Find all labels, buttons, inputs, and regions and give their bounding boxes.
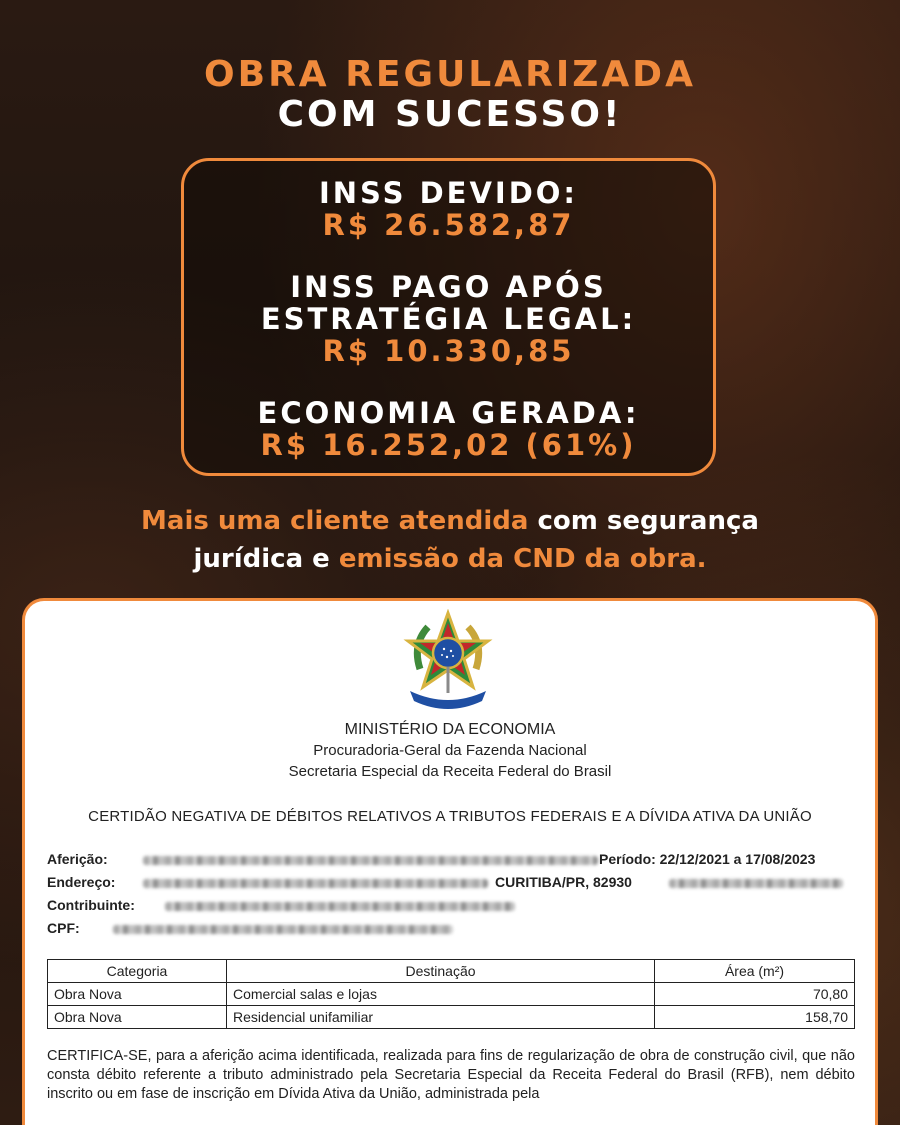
certificate-body-text: CERTIFICA-SE, para a aferição acima identificada, realizada para fins de regularização de obra de construção civil, que não consta débito referente a tributo administrado pela Secretaria Especial da Receita Federal do Brasil (RFB), nem débito inscrito ou em fase de inscrição em Dívida Ativa da União, administrada pela (47, 1048, 855, 1102)
contribuinte-label: Contribuinte: (47, 897, 135, 913)
cell-categoria: Obra Nova (48, 983, 227, 1006)
tagline (0, 502, 900, 578)
endereco-label: Endereço: (47, 874, 116, 890)
field-afericao (47, 851, 855, 874)
inss-paid-label-2: ESTRATÉGIA LEGAL: (260, 302, 637, 336)
issuer-block (25, 719, 875, 782)
field-endereco (47, 874, 855, 897)
col-destinacao: Destinação (227, 960, 655, 983)
certificate-title: CERTIDÃO NEGATIVA DE DÉBITOS RELATIVOS A TRIBUTOS FEDERAIS E A DÍVIDA ATIVA DA UNIÃO (88, 808, 812, 825)
certificate-document (22, 598, 878, 1125)
ministry-name: MINISTÉRIO DA ECONOMIA (344, 721, 556, 738)
cell-area: 158,70 (655, 1006, 855, 1029)
afericao-label: Aferição: (47, 851, 108, 867)
summary-box (181, 158, 716, 476)
inss-due-label: INSS DEVIDO: (318, 176, 579, 210)
cell-destinacao: Residencial unifamiliar (227, 1006, 655, 1029)
redacted-endereco (143, 879, 488, 888)
headline-line2: COM SUCESSO! (277, 94, 623, 135)
field-contribuinte (47, 897, 855, 920)
cidade-value: CURITIBA/PR, 82930 (495, 874, 632, 890)
redacted-contribuinte (165, 902, 515, 911)
tagline-part3: jurídica e (193, 544, 339, 574)
table-row (48, 1006, 855, 1029)
cell-destinacao: Comercial salas e lojas (227, 983, 655, 1006)
savings-value: R$ 16.252,02 (61%) (260, 428, 637, 462)
inss-due-value: R$ 26.582,87 (322, 208, 575, 242)
inss-paid-value: R$ 10.330,85 (322, 334, 575, 368)
tagline-part4: emissão da CND da obra. (338, 544, 707, 574)
periodo-value: Período: 22/12/2021 a 17/08/2023 (599, 851, 816, 867)
headline (0, 55, 900, 135)
tagline-part2: com segurança (528, 506, 759, 536)
savings-label: ECONOMIA GERADA: (257, 396, 640, 430)
col-area: Área (m²) (655, 960, 855, 983)
redacted-endereco-2 (669, 879, 843, 888)
cell-area: 70,80 (655, 983, 855, 1006)
field-cpf (47, 920, 855, 943)
agency-pgfn: Procuradoria-Geral da Fazenda Nacional (313, 742, 587, 759)
brazil-coat-of-arms-icon (398, 609, 498, 719)
certificate-fields (47, 851, 855, 943)
redacted-cpf (113, 925, 453, 934)
construction-table (47, 959, 855, 1029)
headline-line1: OBRA REGULARIZADA (204, 54, 696, 95)
cell-categoria: Obra Nova (48, 1006, 227, 1029)
tagline-part1: Mais uma cliente atendida (141, 506, 529, 536)
col-categoria: Categoria (48, 960, 227, 983)
redacted-afericao (143, 856, 598, 865)
cpf-label: CPF: (47, 920, 80, 936)
table-header (48, 960, 855, 983)
inss-paid-label-1: INSS PAGO APÓS (290, 270, 607, 304)
agency-rfb: Secretaria Especial da Receita Federal do Brasil (288, 763, 612, 780)
table-row (48, 983, 855, 1006)
